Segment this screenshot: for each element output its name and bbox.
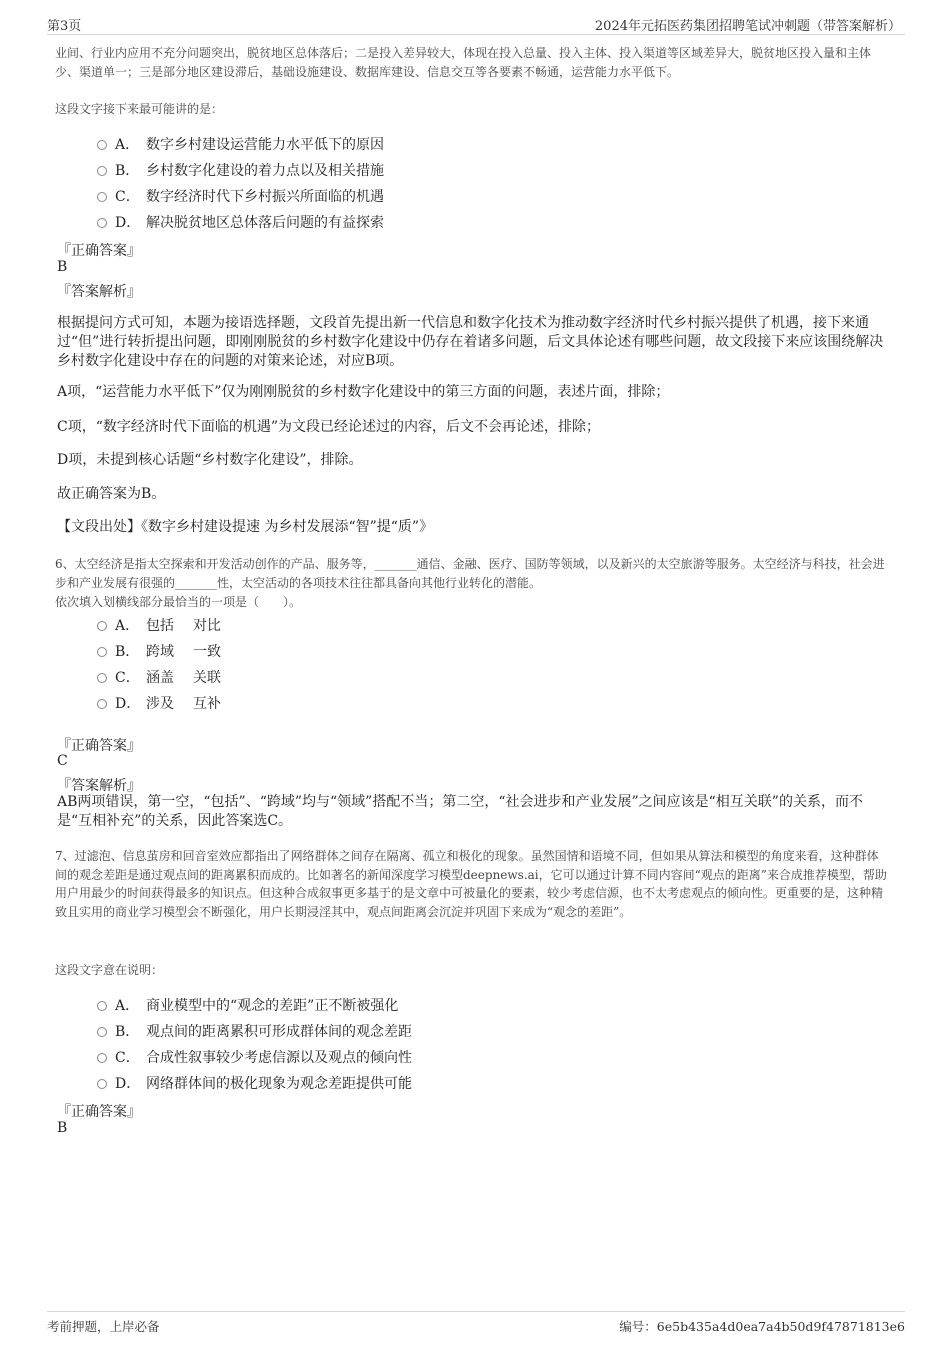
radio-icon[interactable] [97, 192, 107, 202]
q5-option-d[interactable]: D． 解决脱贫地区总体落后问题的有益探索 [97, 212, 384, 234]
q5-prompt: 这段文字接下来最可能讲的是： [55, 102, 224, 116]
q5-analysis-label: 『答案解析』 [57, 284, 141, 300]
q6-answer-label: 『正确答案』 [57, 738, 141, 754]
radio-icon[interactable] [97, 647, 107, 657]
q5-analysis-c: C项，“数字经济时代下面临的机遇”为文段已经论述过的内容，后文不会再论述，排除； [57, 419, 601, 435]
q7-passage: 7、过滤泡、信息茧房和回音室效应都指出了网络群体之间存在隔离、孤立和极化的现象。虽然国情和语境不同，但如果从算法和模型的角度来看，这种群体间的观念差距是通过观点间的距离累积而成的。比如著名的新闻深度学习模型deepnews.ai，它可以通过计算不同内容间“观点的距离”来合成推荐模型，帮助用户用最少的时间获得最多的知识点。但这种合成叙事更多基于的是文章中可被量化的要素，较少考虑信源，也不太考虑观点的倾向性。更重要的是，这种精致且实用的商业学习模型会不断强化，用户长期浸淫其中，观点间距离会沉淀并巩固下来成为“观念的差距”。 [55, 849, 887, 919]
q6-option-a[interactable]: A． 包括 对比 [97, 615, 221, 637]
footer-slogan: 考前押题，上岸必备 [47, 1319, 160, 1334]
page-footer [47, 1311, 905, 1336]
q7-option-a[interactable]: A． 商业模型中的“观念的差距”正不断被强化 [97, 995, 398, 1017]
q5-option-c[interactable]: C． 数字经济时代下乡村振兴所面临的机遇 [97, 186, 384, 208]
q7-option-d[interactable]: D． 网络群体间的极化现象为观念差距提供可能 [97, 1073, 412, 1095]
q6-prompt: 依次填入划横线部分最恰当的一项是（ ）。 [55, 595, 302, 609]
q6-option-b[interactable]: B． 跨域 一致 [97, 641, 221, 663]
q5-conclusion: 故正确答案为B。 [57, 486, 166, 502]
radio-icon[interactable] [97, 166, 107, 176]
q7-answer: B [57, 1120, 68, 1136]
q5-analysis-d: D项，未提到核心话题“乡村数字化建设”，排除。 [57, 452, 363, 468]
q6-analysis-label: 『答案解析』 [57, 778, 141, 794]
q5-analysis-a: A项，“运营能力水平低下”仅为刚刚脱贫的乡村数字化建设中的第三方面的问题，表述片面，排除； [57, 384, 670, 400]
footer-doc-id: 编号：6e5b435a4d0ea7a4b50d9f47871813e6 [619, 1319, 905, 1334]
q6-answer: C [57, 753, 68, 769]
q5-analysis-main: 根据提问方式可知，本题为接语选择题，文段首先提出新一代信息和数字化技术为推动数字经济时代乡村振兴提供了机遇，接下来通过“但”进行转折提出问题，即刚刚脱贫的乡村数字化建设中仍存在着诸多问题，后文具体论述有哪些问题，故文段接下来应该围绕解决乡村数字化建设中存在的问题的对策来论述，对应B项。 [57, 315, 884, 369]
q7-option-c[interactable]: C． 合成性叙事较少考虑信源以及观点的倾向性 [97, 1047, 412, 1069]
radio-icon[interactable] [97, 218, 107, 228]
q7-prompt: 这段文字意在说明： [55, 963, 164, 977]
radio-icon[interactable] [97, 140, 107, 150]
q5-answer: B [57, 259, 68, 275]
radio-icon[interactable] [97, 1079, 107, 1089]
q7-option-b[interactable]: B． 观点间的距离累积可形成群体间的观念差距 [97, 1021, 412, 1043]
document-title: 2024年元拓医药集团招聘笔试冲刺题（带答案解析） [594, 19, 901, 34]
q5-option-b[interactable]: B． 乡村数字化建设的着力点以及相关措施 [97, 160, 384, 182]
q5-passage: 业间、行业内应用不充分问题突出，脱贫地区总体落后；二是投入差异较大，体现在投入总量、投入主体、投入渠道等区域差异大，脱贫地区投入量和主体少、渠道单一；三是部分地区建设滞后，基础设施建设、数据库建设、信息交互等各要素不畅通，运营能力水平低下。 [55, 46, 872, 79]
q6-option-d[interactable]: D． 涉及 互补 [97, 693, 221, 715]
radio-icon[interactable] [97, 1027, 107, 1037]
q7-answer-label: 『正确答案』 [57, 1104, 141, 1120]
radio-icon[interactable] [97, 1001, 107, 1011]
radio-icon[interactable] [97, 673, 107, 683]
q6-passage: 6、太空经济是指太空探索和开发活动创作的产品、服务等，_______通信、金融、医疗、国防等领域，以及新兴的太空旅游等服务。太空经济与科技，社会进步和产业发展有很强的_______性，太空活动的各项技术往往都具备向其他行业转化的潜能。 [55, 557, 885, 590]
page-number: 第3页 [47, 19, 82, 34]
q6-analysis: AB两项错误，第一空，“包括”、“跨域”均与“领域”搭配不当；第二空，“社会进步和产业发展”之间应该是“相互关联”的关系，而不是“互相补充”的关系，因此答案选C。 [57, 794, 863, 829]
q5-source: 【文段出处】《数字乡村建设提速 为乡村发展添“智”提“质”》 [57, 519, 434, 535]
q5-option-a[interactable]: A． 数字乡村建设运营能力水平低下的原因 [97, 134, 384, 156]
q5-answer-label: 『正确答案』 [57, 243, 141, 259]
q6-option-c[interactable]: C． 涵盖 关联 [97, 667, 221, 689]
radio-icon[interactable] [97, 621, 107, 631]
radio-icon[interactable] [97, 699, 107, 709]
page-header [47, 14, 905, 35]
radio-icon[interactable] [97, 1053, 107, 1063]
